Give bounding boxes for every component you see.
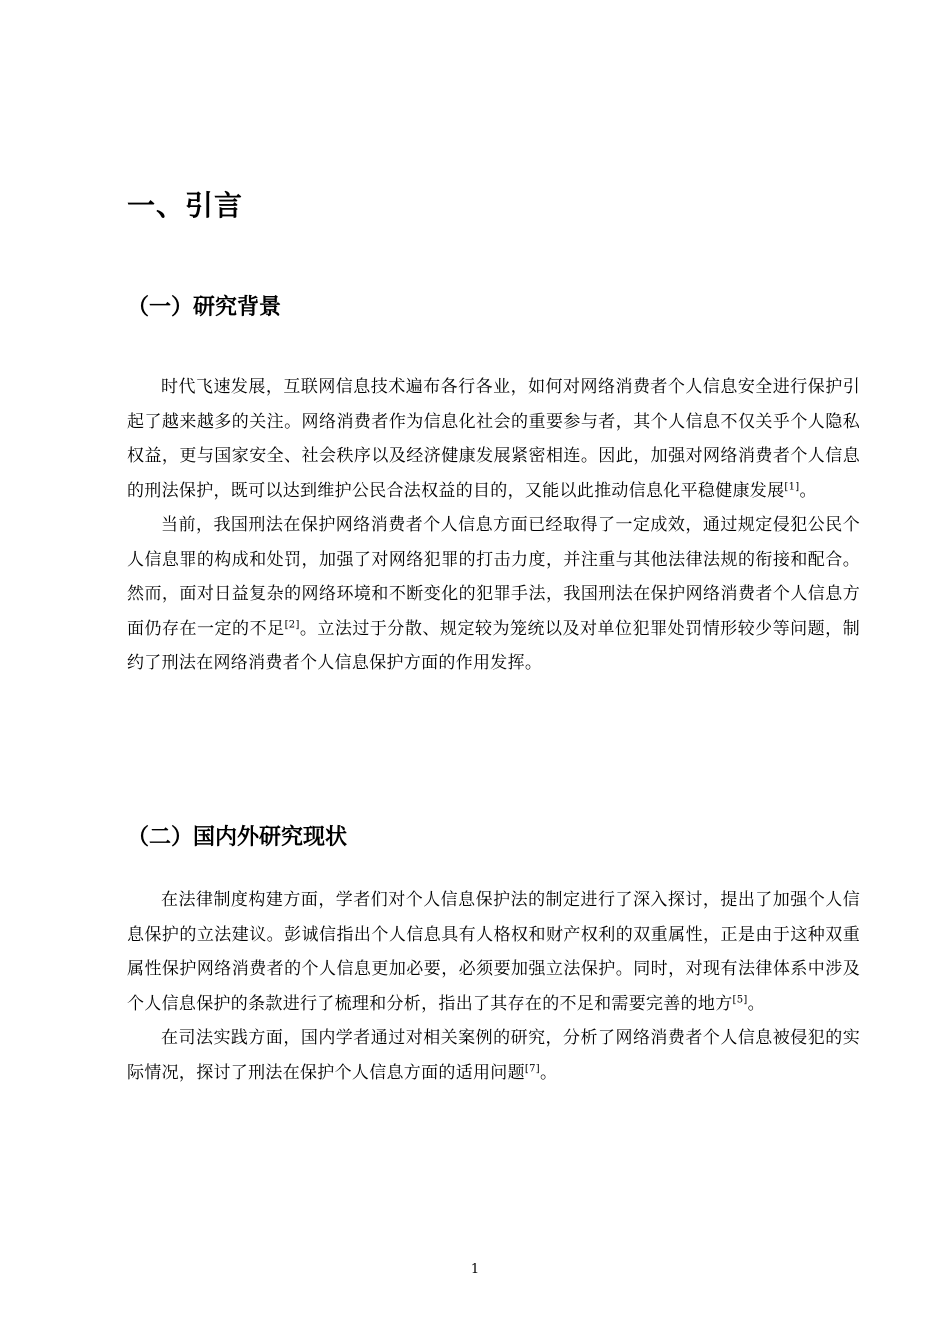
section-research-status (127, 883, 860, 1090)
paragraph (127, 370, 860, 508)
section-heading-research-status: （二）国内外研究现状 (127, 825, 348, 850)
page-number: 1 (470, 1262, 480, 1277)
citation-ref: [5] (732, 993, 748, 1005)
chapter-heading: 一、引言 (127, 189, 244, 222)
paragraph (127, 508, 860, 681)
paragraph-text: 在法律制度构建方面，学者们对个人信息保护法的制定进行了深入探讨，提出了加强个人信息保护的立法建议。彭诚信指出个人信息具有人格权和财产权利的双重属性，正是由于这种双重属性保护网络消费者的个人信息更加必要，必须要加强立法保护。同时，对现有法律体系中涉及个人信息保护的条款进行了梳理和分析，指出了其存在的不足和需要完善的地方 (127, 890, 860, 1014)
paragraph-tail: 。 (539, 1062, 558, 1083)
section-heading-background: （一）研究背景 (127, 295, 282, 320)
citation-ref: [7] (524, 1062, 540, 1074)
paragraph-tail: 。立法过于分散、规定较为笼统以及对单位犯罪处罚情形较少等问题，制约了刑法在网络消费者个人信息保护方面的作用发挥。 (127, 618, 860, 673)
citation-ref: [2] (284, 618, 300, 630)
citation-ref: [1] (784, 480, 800, 492)
paragraph (127, 1021, 860, 1090)
paragraph-tail: 。 (747, 993, 765, 1014)
section-background (127, 370, 860, 681)
paragraph-text: 当前，我国刑法在保护网络消费者个人信息方面已经取得了一定成效，通过规定侵犯公民个人信息罪的构成和处罚，加强了对网络犯罪的打击力度，并注重与其他法律法规的衔接和配合。然而，面对日益复杂的网络环境和不断变化的犯罪手法，我国刑法在保护网络消费者个人信息方面仍存在一定的不足 (127, 515, 860, 639)
paragraph-text: 时代飞速发展，互联网信息技术遍布各行各业，如何对网络消费者个人信息安全进行保护引起了越来越多的关注。网络消费者作为信息化社会的重要参与者，其个人信息不仅关乎个人隐私权益，更与国家安全、社会秩序以及经济健康发展紧密相连。因此，加强对网络消费者个人信息的刑法保护，既可以达到维护公民合法权益的目的，又能以此推动信息化平稳健康发展 (127, 377, 860, 501)
paragraph (127, 883, 860, 1021)
paragraph-tail: 。 (799, 480, 817, 501)
paragraph-text: 在司法实践方面，国内学者通过对相关案例的研究，分析了网络消费者个人信息被侵犯的实际情况，探讨了刑法在保护个人信息方面的适用问题 (127, 1028, 860, 1083)
